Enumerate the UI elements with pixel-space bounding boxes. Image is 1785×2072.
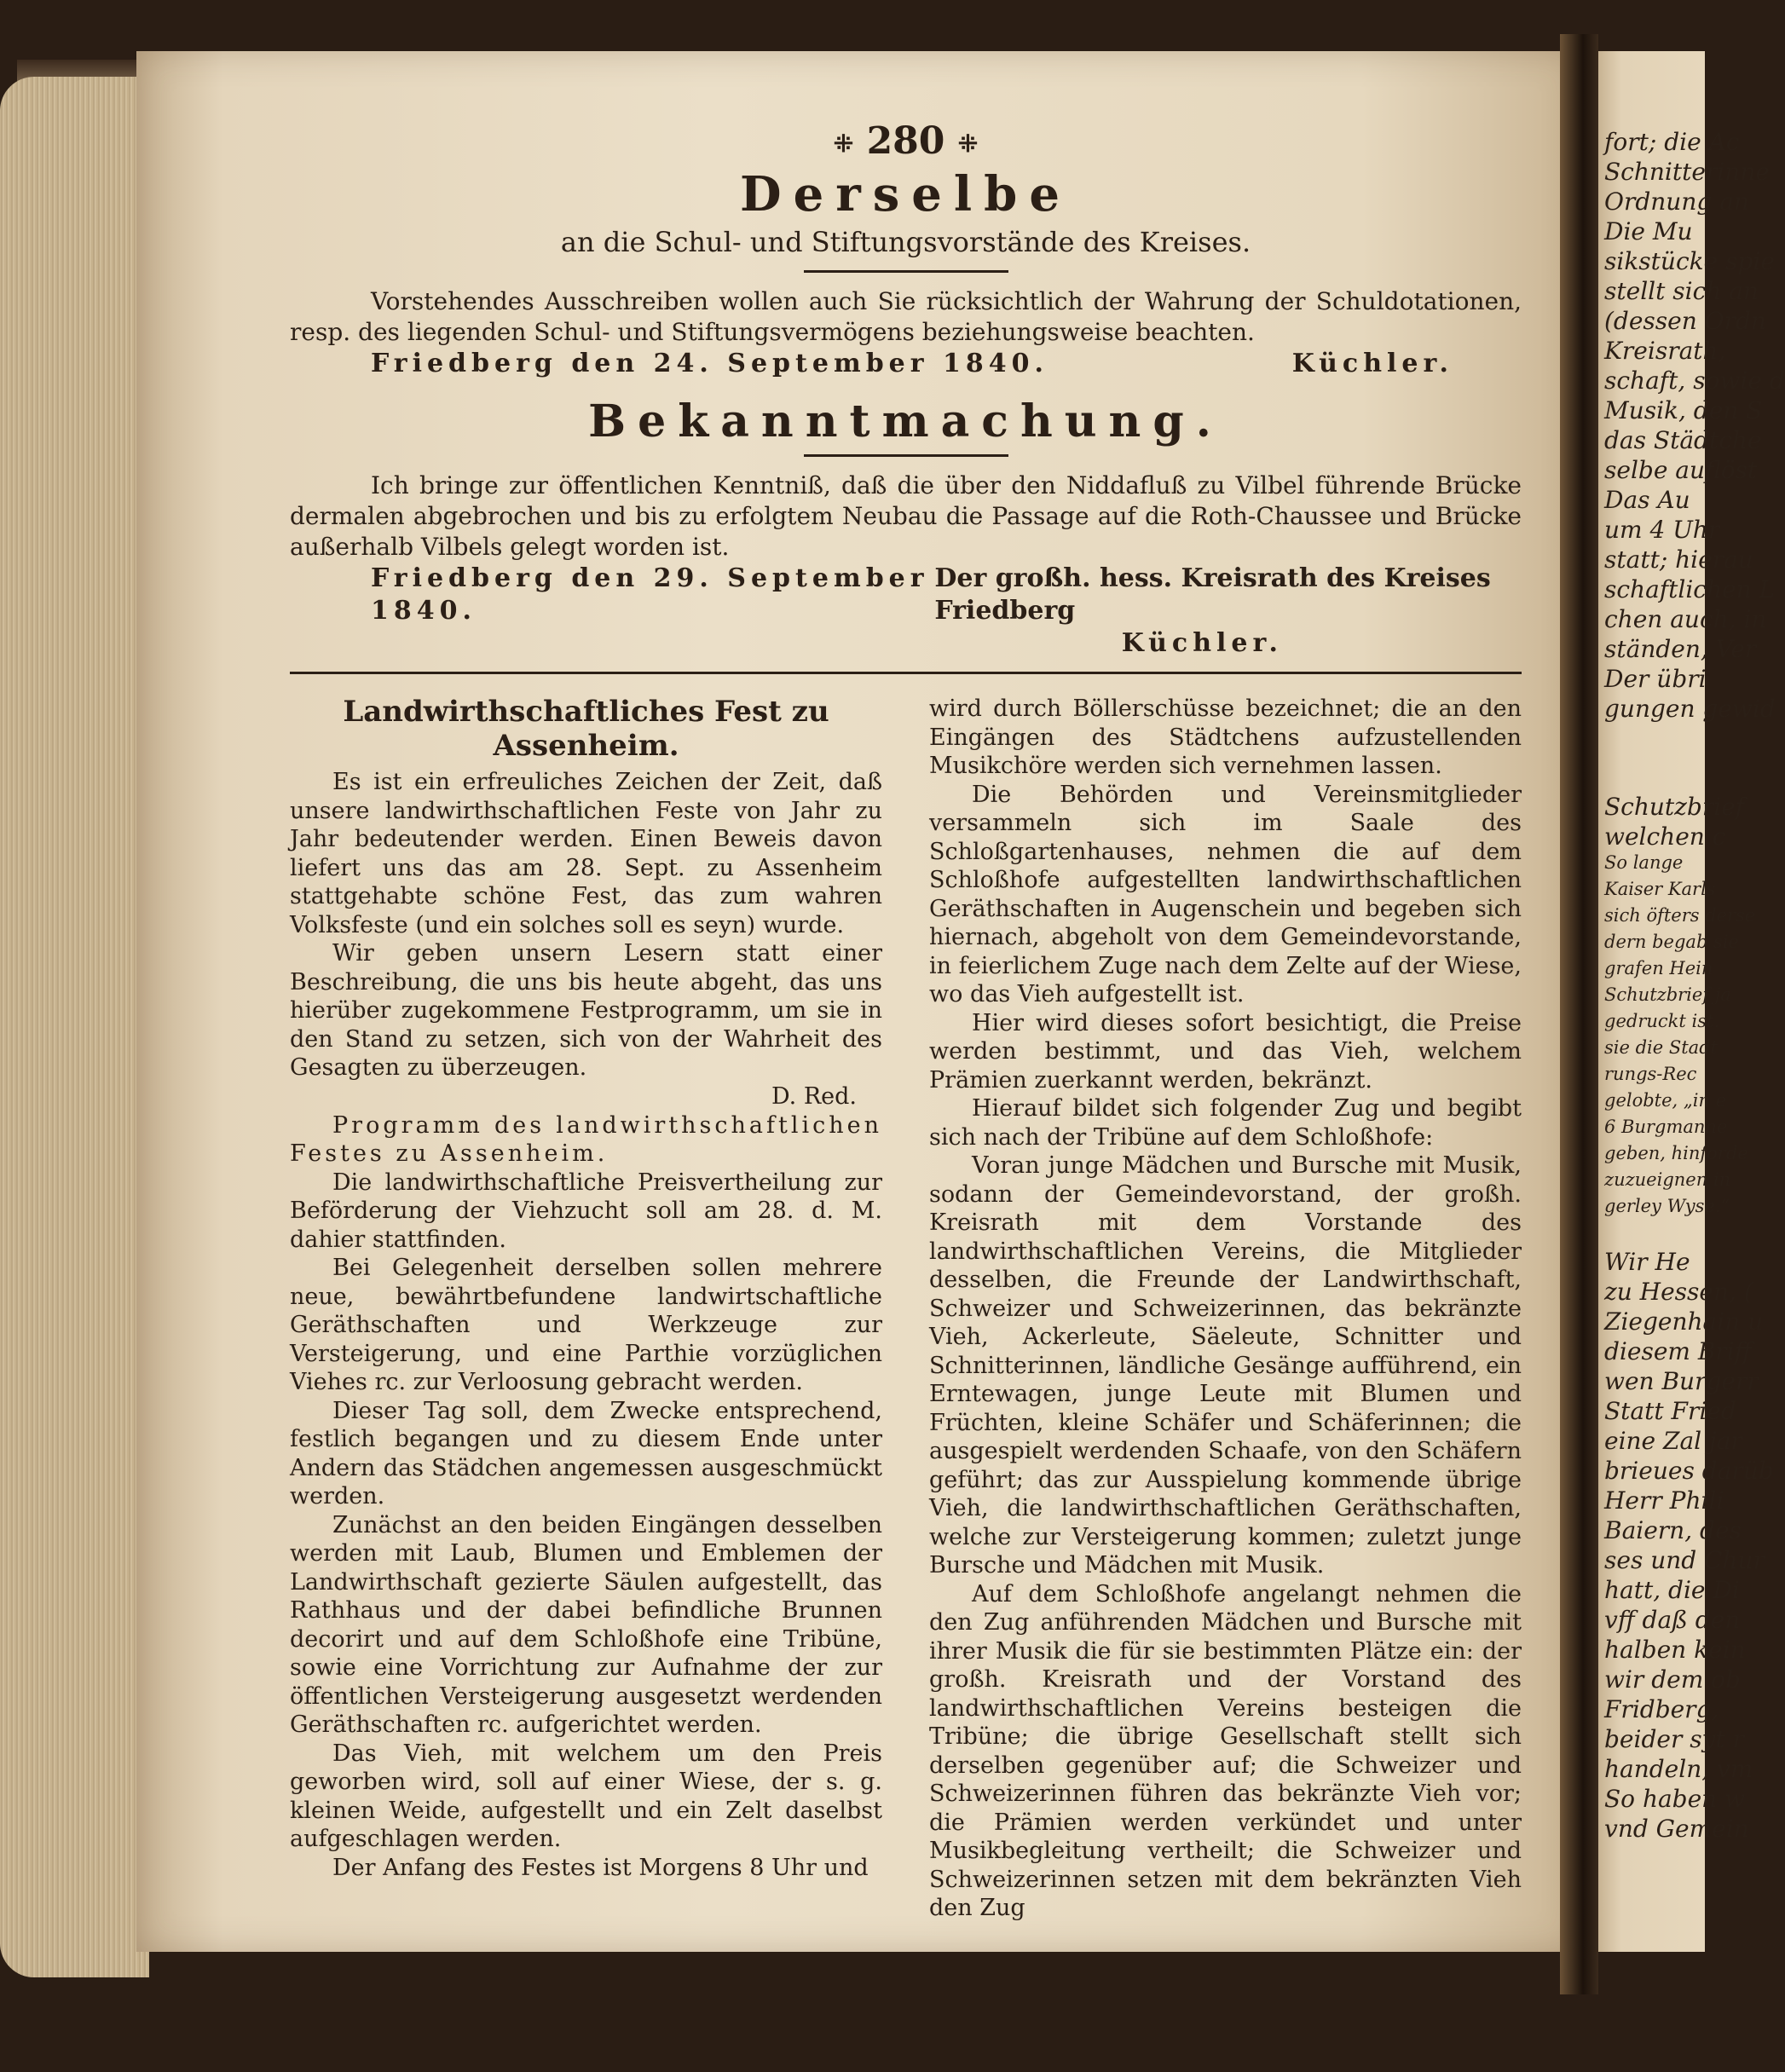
right-page-line: vnd Gemein — [1604, 1815, 1749, 1843]
right-page-line: Schnitterinne — [1604, 158, 1770, 186]
section2-body: Ich bringe zur öffentlichen Kenntniß, daß die über den Niddafluß zu Vilbel führende Brücke dermalen abgebrochen und bis zu erfolgtem Neubau die Passage auf die Roth-Chaussee und Brücke außerhalb Vilbels gelegt worden ist. — [290, 471, 1522, 561]
right-page-line: schaft, sowie d — [1604, 366, 1785, 395]
section1-title: Derselbe — [740, 166, 1072, 222]
article-paragraph: Das Vieh, mit welchem um den Preis geworben wird, soll auf einer Wiese, der s. g. kleinen Weide, aufgestellt und ein Zelt daselbst aufgeschlagen werden. — [290, 1740, 882, 1852]
right-page-line: sich öfters derse — [1604, 905, 1756, 926]
book-gutter — [1560, 34, 1598, 1994]
right-page-line: grafen Hein — [1604, 958, 1713, 978]
section2-authority: Der großh. hess. Kreisrath des Kreises Friedberg — [934, 563, 1491, 626]
article-heading: Landwirthschaftliches Fest zu Assenheim. — [343, 695, 829, 763]
article-paragraph: Die Behörden und Vereinsmitglieder versammeln sich im Saale des Schloßgartenhauses, nehmen die auf dem Schloßhofe aufgestellten landwirthschaftlichen Geräthschaften in Augenschein und begeben sich hiernach, abgeholt von dem Gemeindevorstande, in feierlichem Zuge nach dem Zelte auf der Wiese, wo das Vieh aufgestellt ist. — [929, 781, 1522, 1007]
section1-signature: Küchler. — [1291, 349, 1453, 378]
right-page-line: So haben w — [1604, 1785, 1746, 1813]
article-paragraph: Die landwirthschaftliche Preisvertheilung zur Beförderung der Viehzucht soll am 28. d. M. dahier stattfinden. — [290, 1169, 882, 1253]
right-page-line: hatt, die Di — [1604, 1576, 1740, 1604]
page-number-line — [290, 119, 1522, 163]
right-page-line: 6 Burgmanne — [1604, 1117, 1728, 1137]
section2-signature: Küchler. — [1121, 628, 1283, 658]
right-page-line: zu Hessen, ( — [1604, 1278, 1753, 1306]
right-page-line: beider syt r — [1604, 1725, 1744, 1753]
right-page-line: zuzueignen in — [1604, 1169, 1731, 1190]
column-left — [290, 695, 882, 1923]
page-content — [290, 119, 1522, 1923]
right-page-line: Ordnung an — [1604, 188, 1749, 216]
section1-subtitle: an die Schul- und Stiftungsvorstände des Kreises. — [560, 226, 1251, 258]
right-page-line: Fridberg, — [1604, 1695, 1719, 1723]
right-page-line: wir dem ob — [1604, 1665, 1741, 1694]
right-page-line: dern begab sie — [1604, 932, 1739, 952]
right-page-line: (dessen Ordn — [1604, 307, 1766, 335]
right-page-line: So lange — [1604, 852, 1684, 873]
right-page-line: Kreisrath, — [1604, 337, 1726, 365]
right-page-line: diesem Briff — [1604, 1337, 1752, 1365]
divider — [290, 672, 1522, 674]
right-page-line: gelobte, „in e — [1604, 1090, 1727, 1111]
article-paragraph: Voran junge Mädchen und Bursche mit Musik, sodann der Gemeindevorstand, der großh. Kreisrath mit dem Vorstande des landwirthschaftlichen Vereins, die Mitglieder desselben, die Freunde der Landwirthschaft, Schweizer und Schweizerinnen, das bekränzte Vieh, Ackerleute, Säeleute, Schnitter und Schnitterinnen, ländliche Gesänge aufführend, ein Erntewagen, junge Leute mit Blumen und Früchten, kleine Schäfer und Schäferinnen; die ausgespielt werdenden Schaafe, von den Schäfern geführt; das zur Ausspielung kommende übrige Vieh, die landwirthschaftlichen Geräthschaften, welche zur Versteigerung kommen; zuletzt junge Bursche und Mädchen mit Musik. — [929, 1152, 1522, 1579]
article-paragraph: Bei Gelegenheit derselben sollen mehrere neue, bewährtbefundene landwirtschaftliche Geräthschaften und Werkzeuge zur Versteigerung, und eine Parthie vorzüglichen Viehes rc. zur Verloosung gebracht werden. — [290, 1255, 882, 1395]
article-paragraph: Hierauf bildet sich folgender Zug und begibt sich nach der Tribüne auf dem Schloßhofe: — [929, 1095, 1522, 1151]
divider — [804, 270, 1008, 273]
right-page-line: Schutzbrief — [1604, 793, 1745, 821]
article-paragraph: Wir geben unsern Lesern statt einer Beschreibung, die uns bis heute abgeht, das uns hierüber zugekommene Festprogramm, um sie in den Stand zu setzen, sich von der Wahrheit des Gesagten zu überzeugen. — [290, 940, 882, 1081]
right-page-line: gedruckt ist. — [1604, 1011, 1720, 1031]
right-page-line: Der übri — [1604, 665, 1707, 693]
section1-body: Vorstehendes Ausschreiben wollen auch Sie rücksichtlich der Wahrung der Schuldotationen, resp. des liegenden Schul- und Stiftungsvermögens beziehungsweise beachten. — [290, 287, 1522, 346]
right-page-line: welchen c — [1604, 822, 1726, 851]
right-page-line: Ziegenhain u — [1604, 1307, 1764, 1336]
right-page-line: brieues darüb — [1604, 1457, 1774, 1485]
right-page-line: gerley Wyse.“ — [1604, 1196, 1730, 1216]
book-page-edges — [0, 77, 149, 1977]
right-page-line: um 4 Uhr — [1604, 516, 1720, 544]
right-page-line: das Städtche — [1604, 426, 1762, 454]
right-page-line: geben, hinforde — [1604, 1143, 1748, 1163]
right-page-line: sikstücke spie — [1604, 247, 1775, 275]
right-page-line: ständen, Ver — [1604, 635, 1757, 663]
right-page-line: rungs-Rec — [1604, 1064, 1697, 1084]
right-page-line: Musik, den S — [1604, 396, 1763, 424]
right-page-line: gungen gewid — [1604, 695, 1776, 723]
right-page-line: vff daß den — [1604, 1606, 1741, 1634]
right-page-line: sie die Stadt — [1604, 1037, 1719, 1058]
right-page-line: halben kein — [1604, 1636, 1746, 1664]
article-paragraph: wird durch Böllerschüsse bezeichnet; die an den Eingängen des Städtchens aufzustellenden Musikchöre werden sich vernehmen lassen. — [929, 695, 1522, 779]
section2-place-date: Friedberg den 29. September 1840. — [371, 563, 929, 626]
article-paragraph: Der Anfang des Festes ist Morgens 8 Uhr und — [332, 1854, 869, 1881]
right-page-line: Baiern, des — [1604, 1516, 1742, 1544]
program-heading: Programm des landwirthschaftlichen Festes zu Assenheim. — [290, 1111, 882, 1167]
right-page-line: Die Mu — [1604, 217, 1693, 245]
right-page-line: Herr Phili — [1604, 1486, 1724, 1515]
right-page-line: eine Zal jar — [1604, 1427, 1742, 1455]
right-page-line: wen Burgerr — [1604, 1367, 1759, 1395]
article-paragraph: Dieser Tag soll, dem Zwecke entsprechend, festlich begangen und zu diesem Ende unter Andern das Städchen angemessen ausgeschmückt werden. — [290, 1397, 882, 1509]
right-page-line: Statt Fried — [1604, 1397, 1736, 1425]
article-columns — [290, 695, 1522, 1923]
divider — [804, 454, 1008, 457]
article-paragraph: Hier wird dieses sofort besichtigt, die Preise werden bestimmt, und das Vieh, welchem Prämien zuerkannt werden, bekränzt. — [929, 1009, 1522, 1094]
article-paragraph: Auf dem Schloßhofe angelangt nehmen die den Zug anführenden Mädchen und Bursche mit ihrer Musik die für sie bestimmten Plätze ein: der großh. Kreisrath und der Vorstand des landwirthschaftlichen Vereins besteigen die Tribüne; die übrige Gesellschaft stellt sich derselben gegenüber auf; die Schweizer und Schweizerinnen führen das bekränzte Vieh vor; die Prämien werden verkündet und unter Musikbegleitung vertheilt; die Schweizer und Schweizerinnen setzen mit dem bekränzten Vieh den Zug — [929, 1580, 1522, 1921]
editor-signature: D. Red. — [771, 1082, 857, 1110]
editor-signature-line — [290, 1082, 882, 1111]
ornament-left-icon: ⁜ — [833, 130, 854, 158]
right-page-line: Wir He — [1604, 1248, 1690, 1276]
section2-signature-line — [290, 563, 1522, 627]
right-page-line: Kaiser Karls — [1604, 879, 1716, 899]
right-page-line: chen auch, in — [1604, 605, 1767, 633]
article-paragraph: Es ist ein erfreuliches Zeichen der Zeit, daß unsere landwirthschaftlichen Feste von Jahr zu Jahr bedeutender werden. Einen Beweis davon liefert uns das am 28. Sept. zu Assenheim stattgehabte schöne Fest, das zum wahren Volksfeste (und ein solches soll es seyn) wurde. — [290, 769, 882, 938]
article-paragraph: Zunächst an den beiden Eingängen desselben werden mit Laub, Blumen und Emblemen der Landwirthschaft gezierte Säulen aufgestellt, das Rathhaus und der dabei befindliche Brunnen decorirt und auf dem Schloßhofe eine Tribüne, sowie eine Vorrichtung zur Aufnahme der zur öffentlichen Versteigerung ausgesetzt werdenden Geräthschaften rc. aufgerichtet werden. — [290, 1511, 882, 1738]
right-page-line: stellt sich an — [1604, 277, 1759, 305]
right-page-line: Schutzbrief ja — [1604, 984, 1731, 1005]
right-page-line: statt; hierau — [1604, 545, 1753, 574]
page-number: 280 — [866, 119, 945, 163]
right-page-line: fort; die Ac — [1604, 128, 1740, 156]
page-right-fragment — [1586, 51, 1785, 1952]
section1-place-date: Friedberg den 24. September 1840. — [371, 349, 1048, 378]
section2-title: Bekanntmachung. — [588, 395, 1223, 447]
right-page-line: handeln, vm — [1604, 1755, 1753, 1783]
right-page-line: Das Au — [1604, 486, 1690, 514]
section1-signature-line — [290, 348, 1522, 380]
right-page-line: selbe auflöst — [1604, 456, 1758, 484]
column-right — [929, 695, 1522, 1923]
right-page-line: ses und Chur — [1604, 1546, 1765, 1574]
right-page-line: schaftlichen L — [1604, 575, 1776, 603]
ornament-right-icon: ⁜ — [957, 130, 979, 158]
